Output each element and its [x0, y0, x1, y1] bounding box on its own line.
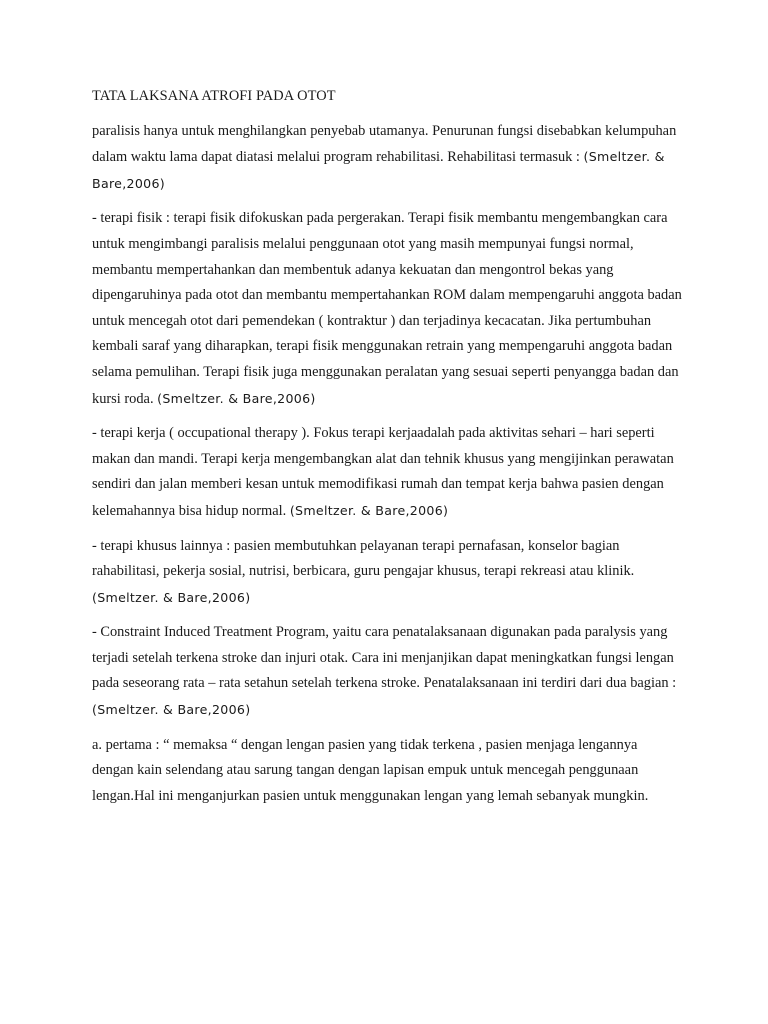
- citation: (Smeltzer. & Bare,2006): [92, 149, 665, 191]
- document-page: [92, 84, 682, 818]
- citation: (Smeltzer. & Bare,2006): [157, 390, 316, 406]
- paragraph-constraint-induced-text: - Constraint Induced Treatment Program, yaitu cara penatalaksanaan digunakan pada paralysis yang terjadi setelah terkena stroke dan injuri otak. Cara ini menjanjikan dapat meningkatkan fungsi lengan pada seseorang rata – rata setahun setelah terkena stroke. Penatalaksanaan ini terdiri dari dua bagian :: [92, 624, 677, 692]
- citation: (Smeltzer. & Bare,2006): [92, 702, 251, 718]
- citation: (Smeltzer. & Bare,2006): [92, 589, 251, 605]
- paragraph-terapi-kerja-text: - terapi kerja ( occupational therapy ). Fokus terapi kerjaadalah pada aktivitas sehari – hari seperti makan dan mandi. Terapi kerja mengembangkan alat dan tehnik khusus yang mengijinkan perawatan sendiri dan jalan memberi kesan untuk memodifikasi rumah dan tempat kerja bahwa pasien dengan kelemahannya bisa hidup normal.: [92, 425, 674, 519]
- document-title: TATA LAKSANA ATROFI PADA OTOT: [92, 88, 336, 104]
- paragraph-constraint-induced: [92, 620, 682, 723]
- paragraph-pertama-text: a. pertama : “ memaksa “ dengan lengan pasien yang tidak terkena , pasien menjaga lengannya dengan kain selendang atau sarung tangan dengan lapisan empuk untuk mencegah penggunaan lengan.Hal ini menganjurkan pasien untuk menggunakan lengan yang lemah sebanyak mungkin.: [92, 736, 649, 804]
- paragraph-terapi-fisik-text: - terapi fisik : terapi fisik difokuskan pada pergerakan. Terapi fisik membantu mengembangkan cara untuk mengimbangi paralisis melalui penggunaan otot yang masih mempunyai fungsi normal, membantu mempertahankan dan membentuk adanya kekuatan dan mengontrol bekas yang dipengaruhinya pada otot dan membantu mempertahankan ROM dalam mempengaruhi anggota badan untuk mencegah otot dari pemendekan ( kontraktur ) dan terjadinya kecacatan. Jika pertumbuhan kembali saraf yang diharapkan, terapi fisik menggunakan retrain yang mempengaruhi anggota badan selama pemulihan. Terapi fisik juga menggunakan peralatan yang sesuai seperti penyangga badan dan kursi roda.: [92, 210, 682, 407]
- paragraph-terapi-khusus: [92, 534, 682, 612]
- paragraph-terapi-kerja: [92, 421, 682, 524]
- paragraph-intro-text: paralisis hanya untuk menghilangkan penyebab utamanya. Penurunan fungsi disebabkan kelumpuhan dalam waktu lama dapat diatasi melalui program rehabilitasi. Rehabilitasi termasuk :: [92, 122, 677, 166]
- paragraph-pertama: [92, 733, 682, 810]
- paragraph-terapi-khusus-text: - terapi khusus lainnya : pasien membutuhkan pelayanan terapi pernafasan, konselor bagian rahabilitasi, pekerja sosial, nutrisi, berbicara, guru pengajar khusus, terapi rekreasi atau klinik.: [92, 537, 635, 580]
- paragraph-intro: [92, 119, 682, 198]
- paragraph-terapi-fisik: [92, 206, 682, 412]
- citation: (Smeltzer. & Bare,2006): [289, 502, 449, 518]
